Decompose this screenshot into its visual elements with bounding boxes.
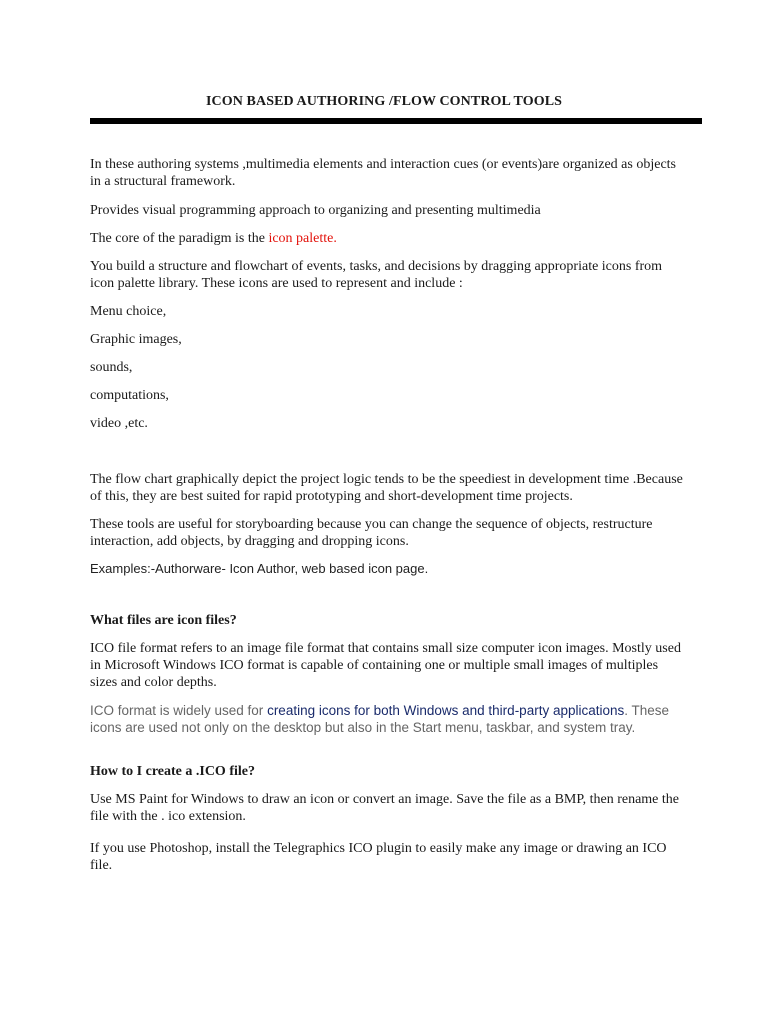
paragraph-photoshop: If you use Photoshop, install the Telegraphics ICO plugin to easily make any image or drawing an ICO file. bbox=[90, 841, 667, 873]
list-item: sounds, bbox=[90, 360, 133, 375]
core-paradigm-text: The core of the paradigm is the bbox=[90, 231, 269, 246]
paragraph-ico-usage bbox=[90, 703, 685, 736]
paragraph-ico-format: ICO file format refers to an image file format that contains small size computer icon images. Mostly used in Microsoft Windows ICO format is capable of containing one or multiple small images of multiples sizes and color depths. bbox=[90, 641, 681, 690]
paragraph-build-structure: You build a structure and flowchart of events, tasks, and decisions by dragging appropriate icons from icon palette library. These icons are used to represent and include : bbox=[90, 259, 663, 291]
paragraph-visual-programming: Provides visual programming approach to organizing and presenting multimedia bbox=[90, 203, 541, 218]
paragraph-core-paradigm bbox=[90, 230, 685, 247]
title-divider bbox=[90, 118, 702, 124]
list-item: video ,etc. bbox=[90, 416, 148, 431]
icon-palette-highlight: icon palette. bbox=[268, 231, 337, 246]
paragraph-examples: Examples:-Authorware- Icon Author, web based icon page. bbox=[90, 561, 429, 576]
ico-usage-text: ICO format is widely used for bbox=[90, 703, 268, 718]
ico-usage-highlight: creating icons for both Windows and third-party applications bbox=[267, 703, 625, 718]
list-item: Graphic images, bbox=[90, 332, 182, 347]
ico-usage-tail: . These icons are used not only on the desktop but also in the Start menu, taskbar, and system tray. bbox=[90, 703, 670, 735]
heading-icon-files: What files are icon files? bbox=[90, 613, 237, 628]
paragraph-intro: In these authoring systems ,multimedia elements and interaction cues (or events)are organized as objects in a structural framework. bbox=[90, 157, 676, 189]
paragraph-flow-chart: The flow chart graphically depict the project logic tends to be the speediest in development time .Because of this, they are best suited for rapid prototyping and short-development time projects. bbox=[90, 472, 683, 504]
list-item: computations, bbox=[90, 388, 169, 403]
page-title: ICON BASED AUTHORING /FLOW CONTROL TOOLS bbox=[205, 94, 563, 109]
paragraph-storyboarding: These tools are useful for storyboarding because you can change the sequence of objects, restructure interaction, add objects, by dragging and dropping icons. bbox=[90, 517, 653, 549]
paragraph-ms-paint: Use MS Paint for Windows to draw an icon or convert an image. Save the file as a BMP, then rename the file with the . ico extension. bbox=[90, 792, 679, 824]
document-body bbox=[90, 156, 685, 874]
list-item: Menu choice, bbox=[90, 304, 167, 319]
heading-create-ico: How to I create a .ICO file? bbox=[90, 764, 255, 779]
